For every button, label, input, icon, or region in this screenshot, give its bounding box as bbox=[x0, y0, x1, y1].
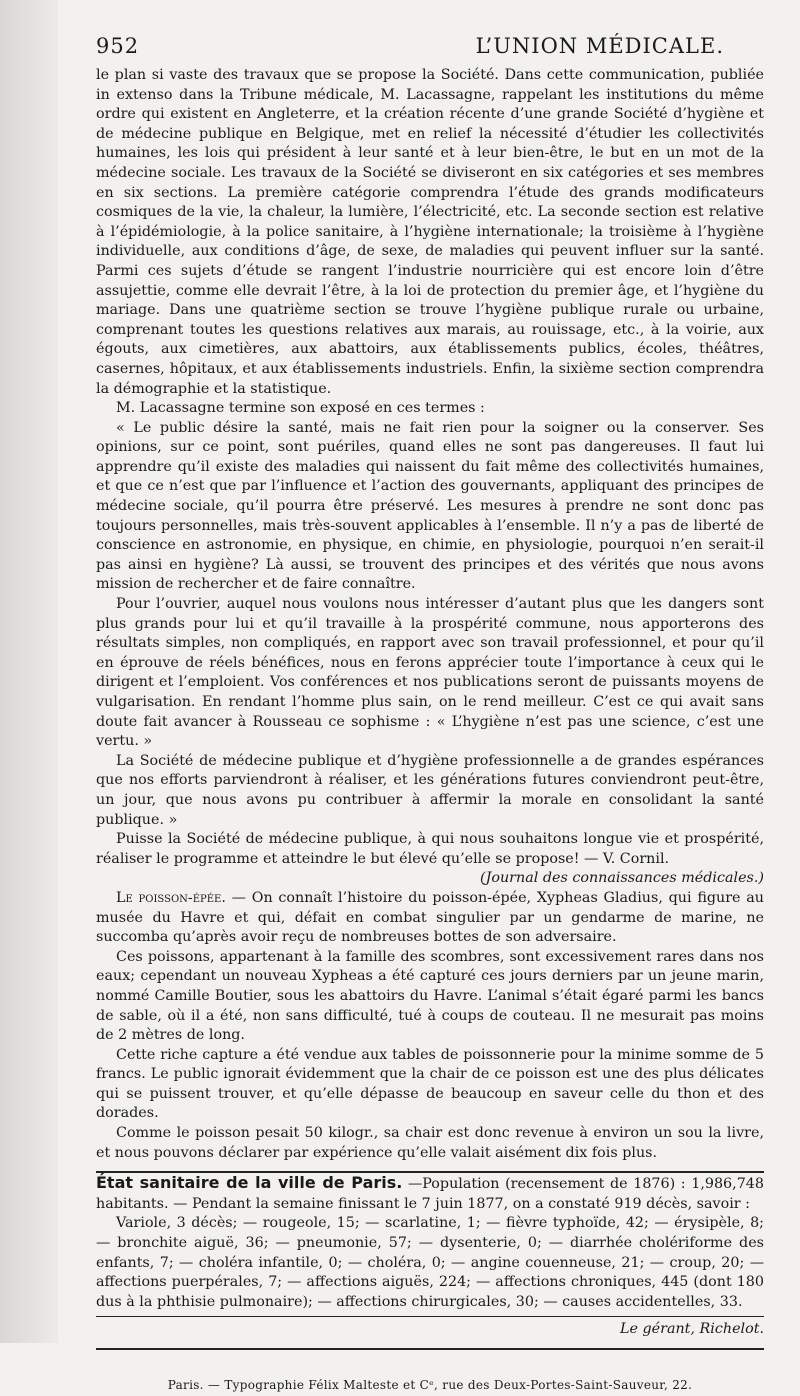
signature: Le gérant, Richelot. bbox=[620, 1321, 764, 1338]
paragraph: M. Lacassagne termine son exposé en ces termes : bbox=[116, 400, 485, 417]
paragraph: Cette riche capture a été vendue aux tables de poissonnerie pour la minime somme de 5 francs. Le public ignorait évidemment que la chair de ce poisson est une des plus délicates qui se puissent trouver, et qu’elle dépasse de beaucoup en saveur celle du thon et des dorades. bbox=[96, 1046, 764, 1122]
paragraph: Pour l’ouvrier, auquel nous voulons nous intéresser d’autant plus que les dangers sont plus grands pour lui et qu’il travaille à la prospérité commune, nous apporterons des résultats simples, non compliqués, en rapport avec son travail professionnel, et pour qu’il en éprouve de réels bénéfices, nous en ferons apprécier toute l’importance à ceux qui le dirigent et l’emploient. Vos conférences et nos publications seront de puissants moyens de vulgarisation. En rendant l’homme plus sain, on le rend meilleur. C’est ce qui avait sans doute fait avancer à Rousseau ce sophisme : « L’hygiène n’est pas une science, c’est une vertu. » bbox=[96, 596, 764, 750]
divider bbox=[96, 1348, 764, 1350]
section-poisson: Le poisson-épée. — On connaît l’histoire du poisson-épée, Xypheas Gladius, qui figure au musée du Havre et qui, défait en combat singulier par un gendarme de marine, ne succomba qu’après avoir reçu de nombreuses bottes de son adversaire. bbox=[96, 889, 764, 946]
paragraph: Ces poissons, appartenant à la famille des scombres, sont excessivement rares dans nos eaux; cependant un nouveau Xypheas a été capturé ces jours derniers par un jeune marin, nommé Camille Boutier, sous les abattoirs du Havre. L’animal s’était égaré parmi les bancs de sable, où il a été, non sans difficulté, tué à coups de couteau. Il ne mesurait pas moins de 2 mètres de long. bbox=[96, 948, 764, 1044]
section-title: Le poisson-épée. bbox=[116, 889, 226, 906]
page-number: 952 bbox=[96, 34, 140, 58]
printer-footer: Paris. — Typographie Félix Malteste et Cᵉ, rue des Deux-Portes-Saint-Sauveur, 22. bbox=[167, 1378, 693, 1392]
section-etat-sanitaire: État sanitaire de la ville de Paris. —Population (recensement de 1876) : 1,986,748 habitants. — Pendant la semaine finissant le 7 juin 1877, on a constaté 919 décès, savoir : bbox=[96, 1173, 764, 1212]
article-body bbox=[96, 66, 764, 1396]
section-title: État sanitaire de la ville de Paris. bbox=[96, 1173, 403, 1193]
paragraph: le plan si vaste des travaux que se propose la Société. Dans cette communication, publiée in extenso dans la Tribune médicale, M. Lacassagne, rappelant les institutions du même ordre qui existent en Angleterre, et la création récente d’une grande Société d’hygiène et de médecine publique en Belgique, met en relief la nécessité d’étudier les collectivités humaines, les lois qui président à leur santé et à leur bien-être, le but en un mot de la médecine sociale. Les travaux de la Société se diviseront en six catégories et ses membres en six sections. La première catégorie comprendra l’étude des grands modificateurs cosmiques de la vie, la chaleur, la lumière, l’électricité, etc. La seconde section est relative à l’épidémiologie, à la police sanitaire, à l’hygiène internationale; la troisième à l’hygiène individuelle, aux conditions d’âge, de sexe, de maladies qui peuvent influer sur la santé. Parmi ces sujets d’étude se rangent l’industrie nourricière qui est encore loin d’être assujettie, comme elle devrait l’être, à la loi de protection du premier âge, et l’hygiène du mariage. Dans une quatrième section se trouve l’hygiène publique rurale ou urbaine, comprenant toutes les questions relatives aux marais, au rouissage, etc., à la voirie, aux égouts, aux cimetières, aux abattoirs, aux établissements publics, écoles, théâtres, casernes, hôpitaux, et aux établissements industriels. Enfin, la sixième section comprendra la démographie et la statistique. bbox=[96, 67, 764, 397]
journal-title: L’UNION MÉDICALE. bbox=[475, 34, 724, 58]
paragraph: La Société de médecine publique et d’hygiène professionnelle a de grandes espérances que nos efforts parviendront à réaliser, et les générations futures conviendront peut-être, un jour, que nous avons pu contribuer à affermir la morale en consolidant la santé publique. » bbox=[96, 752, 764, 828]
paragraph: Comme le poisson pesait 50 kilogr., sa chair est donc revenue à environ un sou la livre, et nous pouvons déclarer par expérience qu’elle valait aisément dix fois plus. bbox=[96, 1125, 764, 1161]
divider bbox=[96, 1316, 764, 1317]
page-edge bbox=[0, 0, 58, 1343]
paragraph: Variole, 3 décès; — rougeole, 15; — scarlatine, 1; — fièvre typhoïde, 42; — érysipèle, 8; — bronchite aiguë, 36; — pneumonie, 57; — dysenterie, 0; — diarrhée cholériforme des enfants, 7; — choléra infantile, 0; — choléra, 0; — angine couenneuse, 21; — croup, 20; — affections puerpérales, 7; — affections aiguës, 224; — affections chroniques, 445 (dont 180 dus à la phthisie pulmonaire); — affections chirurgicales, 30; — causes accidentelles, 33. bbox=[96, 1215, 764, 1310]
paragraph: Puisse la Société de médecine publique, à qui nous souhaitons longue vie et prospérité, réaliser le programme et atteindre le but élevé qu’elle se propose! — V. Cornil. bbox=[96, 831, 764, 867]
page-header bbox=[96, 34, 764, 58]
quote-paragraph: « Le public désire la santé, mais ne fait rien pour la soigner ou la conserver. Ses opinions, sur ce point, sont puériles, quand elles ne sont pas dangereuses. Il faut lui apprendre qu’il existe des maladies qui naissent du fait même des collectivités humaines, et que ce n’est que par l’influence et l’action des gouvernants, appliquant des principes de médecine sociale, qu’il pourra être préservé. Les mesures à prendre ne sont donc pas toujours personnelles, mais très-souvent applicables à l’ensemble. Il n’y a pas de liberté de conscience en astronomie, en physique, en chimie, en physiologie, pourquoi n’en serait-il pas ainsi en hygiène? Là aussi, se trouvent des principes et des vérités que nous avons mission de rechercher et de faire connaître. bbox=[96, 419, 764, 593]
citation: (Journal des connaissances médicales.) bbox=[480, 870, 764, 887]
